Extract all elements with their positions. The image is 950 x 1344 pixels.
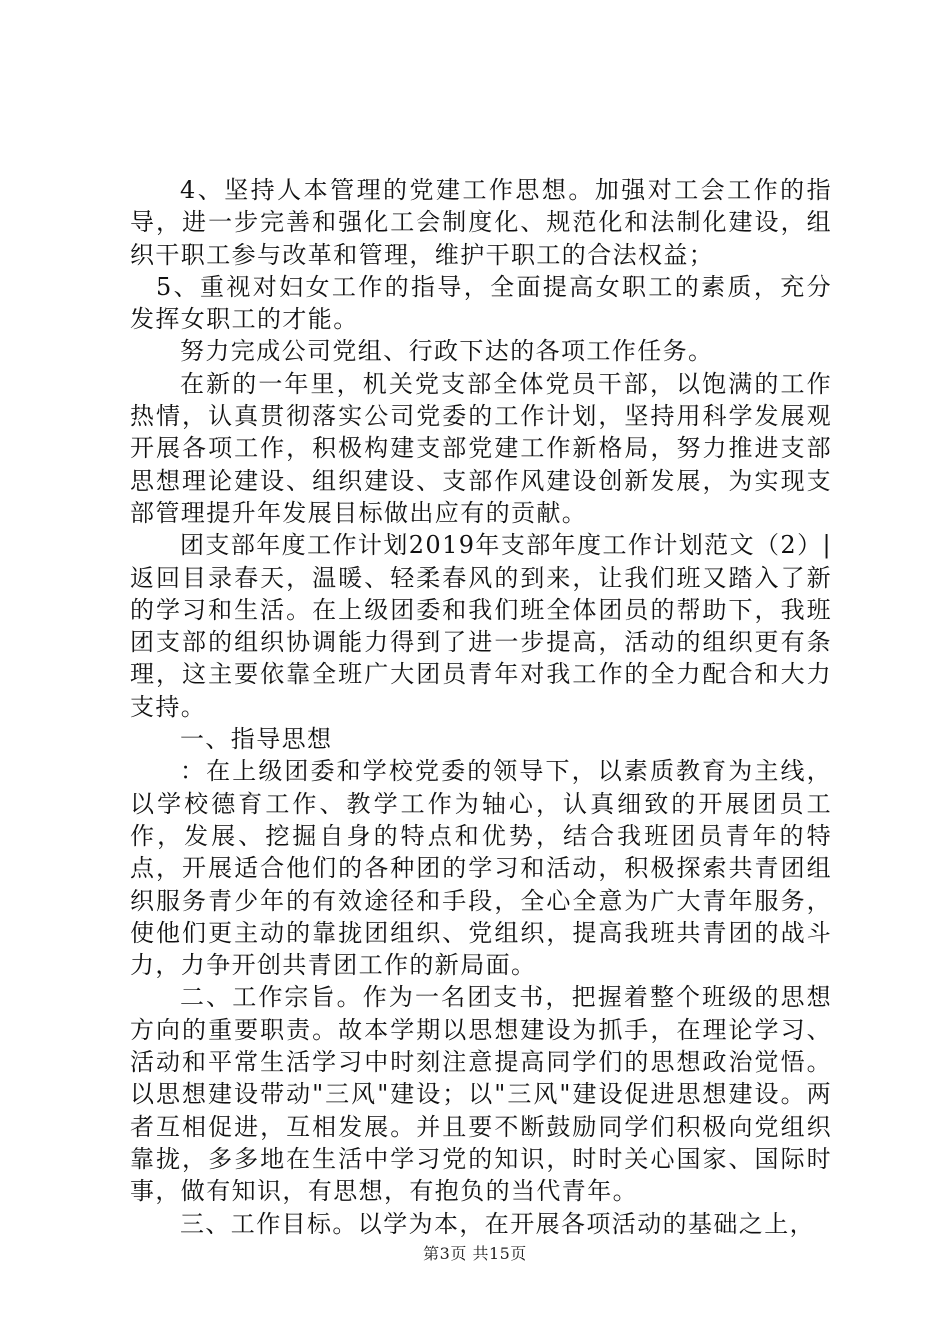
paragraph-work-goal: 三、工作目标。以学为本，在开展各项活动的基础之上， xyxy=(180,1209,815,1238)
paragraph-plan-title: 团支部年度工作计划2019年支部年度工作计划范文（2）|返回目录春天，温暖、轻柔春风的到来，让我们班又踏入了新的学习和生活。在上级团委和我们班全体团员的帮助下，我班团支部的组织协调能力得到了进一步提高，活动的组织更有条理，这主要依靠全班广大团员青年对我工作的全力配合和大力支持。 xyxy=(130,531,832,721)
paragraph-new-year: 在新的一年里，机关党支部全体党员干部，以饱满的工作热情，认真贯彻落实公司党委的工作计划，坚持用科学发展观开展各项工作，积极构建支部党建工作新格局，努力推进支部思想理论建设、组织建设、支部作风建设创新发展，为实现支部管理提升年发展目标做出应有的贡献。 xyxy=(130,369,832,527)
section-heading-guiding-thought: 一、指导思想 xyxy=(180,725,333,754)
paragraph-work-purpose: 二、工作宗旨。作为一名团支书，把握着整个班级的思想方向的重要职责。故本学期以思想建设为抓手，在理论学习、活动和平常生活学习中时刻注意提高同学们的思想政治觉悟。以思想建设带动"三风"建设；以"三风"建设促进思想建设。两者互相促进，互相发展。并且要不断鼓励同学们积极向党组织靠拢，多多地在生活中学习党的知识，时时关心国家、国际时事，做有知识，有思想，有抱负的当代青年。 xyxy=(130,983,832,1206)
paragraph-item-4: 4、坚持人本管理的党建工作思想。加强对工会工作的指导，进一步完善和强化工会制度化、规范化和法制化建设，组织干职工参与改革和管理，维护干职工的合法权益； xyxy=(130,176,832,269)
page-number-footer: 第3页 共15页 xyxy=(423,1244,527,1263)
paragraph-guiding-thought: ：在上级团委和学校党委的领导下，以素质教育为主线，以学校德育工作、教学工作为轴心，认真细致的开展团员工作，发展、挖掘自身的特点和优势，结合我班团员青年的特点，开展适合他们的各种团的学习和活动，积极探索共青团组织服务青少年的有效途径和手段，全心全意为广大青年服务，使他们更主动的靠拢团组织、党组织，提高我班共青团的战斗力，力争开创共青团工作的新局面。 xyxy=(130,757,832,980)
paragraph-task: 努力完成公司党组、行政下达的各项工作任务。 xyxy=(180,337,714,366)
document-body xyxy=(130,174,832,1240)
paragraph-item-5: 5、重视对妇女工作的指导，全面提高女职工的素质，充分发挥女职工的才能。 xyxy=(130,272,832,334)
